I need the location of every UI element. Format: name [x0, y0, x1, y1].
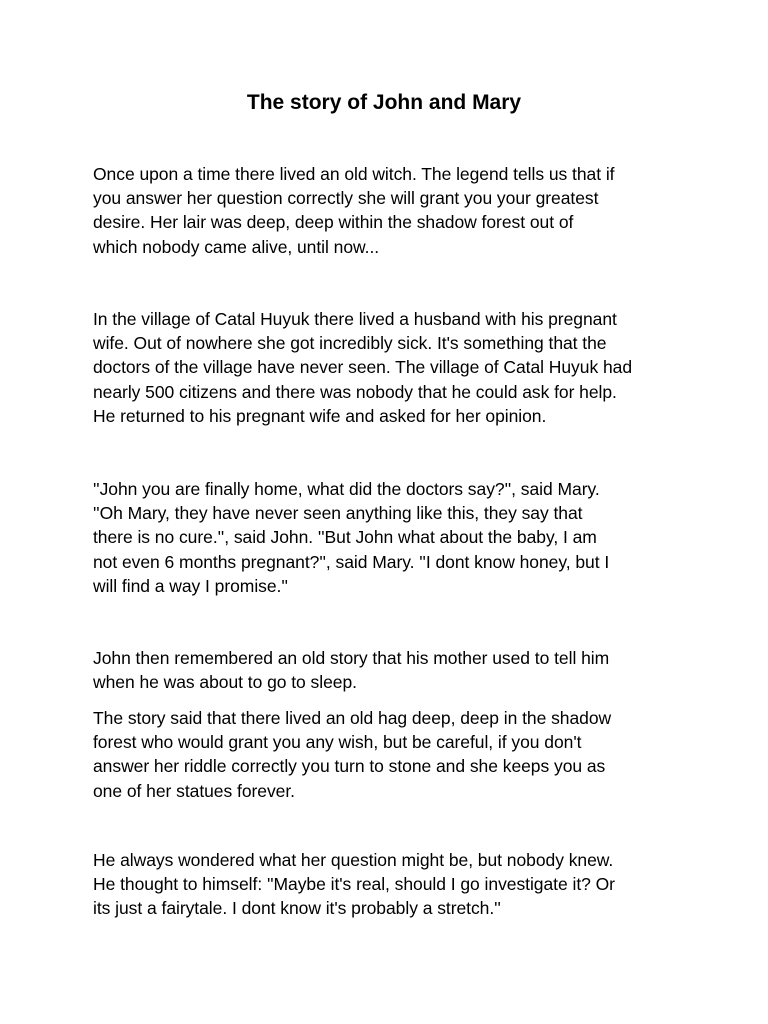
paragraph-6 — [93, 848, 693, 921]
paragraph-line: doctors of the village have never seen. The village of Catal Huyuk had — [93, 357, 633, 378]
paragraph-line: The story said that there lived an old hag deep, deep in the shadow — [93, 708, 612, 728]
paragraph-line: when he was about to go to sleep. — [93, 672, 357, 693]
paragraph-line: will find a way I promise.'' — [93, 575, 288, 596]
paragraph-5 — [93, 706, 693, 803]
paragraph-line: Once upon a time there lived an old witch. The legend tells us that if — [93, 164, 615, 184]
paragraph-line: ''John you are finally home, what did the doctors say?'', said Mary. — [93, 479, 600, 499]
paragraph-line: He always wondered what her question might be, but nobody knew. — [93, 850, 614, 870]
paragraph-line: He thought to himself: ''Maybe it's real, should I go investigate it? Or — [93, 874, 615, 895]
paragraph-line: ''Oh Mary, they have never seen anything like this, they say that — [93, 503, 583, 524]
paragraph-line: In the village of Catal Huyuk there lived a husband with his pregnant — [93, 309, 617, 329]
paragraph-line: one of her statues forever. — [93, 780, 295, 801]
paragraph-line: there is no cure.'', said John. ''But John what about the baby, I am — [93, 527, 597, 548]
paragraph-line: not even 6 months pregnant?'', said Mary. ''I dont know honey, but I — [93, 551, 610, 572]
paragraph-line: John then remembered an old story that his mother used to tell him — [93, 648, 610, 668]
paragraph-2 — [93, 307, 693, 428]
paragraph-line: forest who would grant you any wish, but be careful, if you don't — [93, 732, 582, 753]
paragraph-4 — [93, 646, 693, 694]
paragraph-line: you answer her question correctly she will grant you your greatest — [93, 188, 599, 209]
document-title: The story of John and Mary — [246, 91, 522, 114]
paragraph-line: nearly 500 citizens and there was nobody that he could ask for help. — [93, 381, 617, 402]
paragraph-line: its just a fairytale. I dont know it's probably a stretch.'' — [93, 898, 501, 919]
paragraph-3 — [93, 477, 693, 598]
paragraph-line: He returned to his pregnant wife and asked for her opinion. — [93, 405, 547, 426]
paragraph-line: desire. Her lair was deep, deep within the shadow forest out of — [93, 212, 574, 233]
paragraph-line: which nobody came alive, until now... — [93, 236, 380, 257]
paragraph-line: answer her riddle correctly you turn to stone and she keeps you as — [93, 756, 606, 777]
paragraph-1 — [93, 162, 693, 259]
paragraph-line: wife. Out of nowhere she got incredibly sick. It's something that the — [93, 333, 607, 354]
